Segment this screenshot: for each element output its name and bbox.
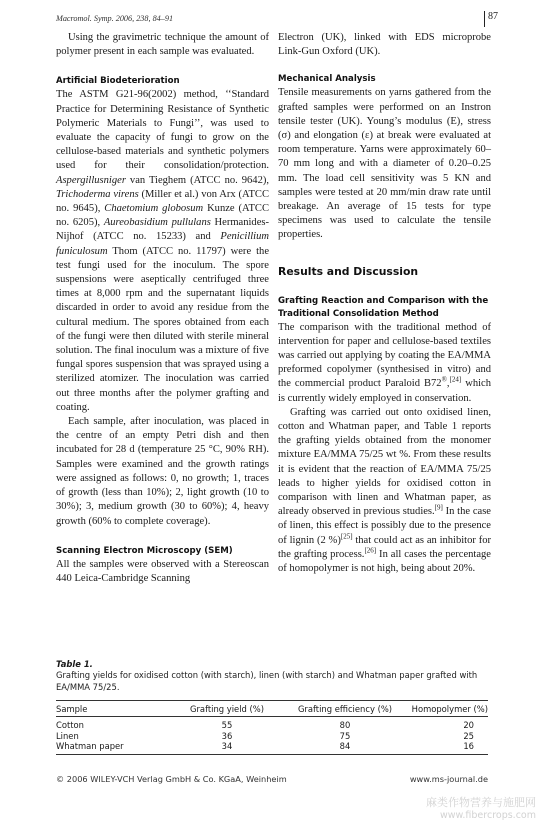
results-paragraph-1: The comparison with the traditional method of intervention for paper and cellulose-based textiles was carried out applying by coating the EA/MMA preformed copolymer (synthesised in vitro) and the commercial product Paraloid B72®,[24] which is currently widely employed in conservation.: [278, 321, 491, 404]
table-header: Grafting efficiency (%): [297, 704, 393, 714]
footer-copyright: © 2006 WILEY-VCH Verlag GmbH & Co. KGaA, Weinheim: [56, 774, 287, 784]
results-paragraph-2: Grafting was carried out onto oxidised linen, cotton and Whatman paper, and Table 1 reports the grafting yields obtained from the monomer mixture EA/MMA 75/25 wt %. From these results it is evident that the reaction of EA/MMA 75/25 leads to higher yields for oxidised cotton in comparison with linen and Whatman paper, as already observed in previous studies.[9] In the case of linen, this effect is possibly due to the presence of lignin (2 %)[25] that could act as an inhibitor for the grafting process.[26] In all cases the percentage of homopolymer is not high, being about 20%.: [278, 406, 491, 575]
citation-superscript: [9]: [434, 503, 443, 512]
section-heading-biodeterioration: Artificial Biodeterioration: [56, 76, 180, 87]
italic-run: Penicillium funiculosum: [56, 231, 269, 257]
page-number: 87: [484, 11, 510, 27]
table-cell: 34: [221, 741, 233, 751]
table-header: Grafting yield (%): [190, 704, 264, 714]
section-heading-mechanical: Mechanical Analysis: [278, 74, 376, 85]
running-head: Macromol. Symp. 2006, 238, 84–91: [56, 14, 174, 23]
citation-superscript: [26]: [364, 546, 377, 555]
italic-run: Aspergillusniger: [56, 174, 126, 186]
table-cell: Cotton: [56, 720, 84, 730]
table-cell: Whatman paper: [56, 741, 124, 751]
table-cell: 80: [339, 720, 351, 730]
table-cell: 36: [221, 730, 233, 741]
table-cell: 75: [339, 730, 351, 741]
section-heading-sem: Scanning Electron Microscopy (SEM): [56, 545, 233, 556]
table-label: Table 1.: [56, 659, 93, 669]
citation-superscript: ®: [441, 375, 447, 384]
table-cell: Linen: [56, 730, 79, 741]
sem-paragraph: All the samples were observed with a Stereoscan 440 Leica-Cambridge Scanning: [56, 558, 269, 584]
table-cell: 84: [339, 741, 351, 751]
table-header: Homopolymer (%): [411, 704, 488, 714]
biodeterioration-paragraph-1: The ASTM G21-96(2002) method, ‘‘Standard Practice for Determining Resistance of Synthetic Polymeric Materials to Fungi’’, was used to evaluate the capacity of fungi to grow on the cellulose-based materials and synthetic polymers used for their consolidation/protection. Aspergillusniger van Tieghem (ATCC no. 9642), Trichoderma virens (Miller et al.) von Arx (ATCC no. 9645), Chaetomium globosum Kunze (ATCC no. 6205), Aureobasidium pullulans Hermanides-Nijhof (ATCC no. 15233) and Penicillium funiculosum Thom (ATCC no. 11797) were the test fungi used for the inoculum. The spore suspensions were aseptically centrifuged three times at 8,000 rpm and the supernatant liquids discarded in order to avoid any residue from the cultural medium. The spores obtained from each of the fungi were then diluted with sterile mineral solution. The final inoculum was a mixture of five fungal spores suspension that was sprayed using a sterilized atomizer. The inoculation was carried out three months after the polymer grafting and coating.: [56, 89, 269, 413]
table-row: [56, 731, 488, 742]
grafting-table: [56, 700, 488, 755]
mechanical-paragraph: Tensile measurements on yarns gathered from the grafted samples were performed on an Instron tensile tester (UK). Young’s modulus (E), stress (σ) and elongation (ε) at break were evaluated at room temperature. Yarns were approximately 60–70 mm long and with a diameter of 0.20–0.25 mm. The load cell sensitivity was 5 KN and samples were tested at 20 mm/min draw rate until breakage. An average of 15 tests for type specimens was used to calculate the tensile properties.: [278, 87, 491, 241]
italic-run: Chaetomium globosum: [104, 203, 204, 215]
table-cell: 55: [221, 720, 233, 730]
table-caption: Grafting yields for oxidised cotton (with starch), linen (with starch) and Whatman paper grafted with EA/MMA 75/25.: [56, 670, 478, 692]
footer-journal-link[interactable]: www.ms-journal.de: [409, 774, 488, 784]
subsection-heading-grafting: Grafting Reaction and Comparison with the Traditional Consolidation Method: [278, 295, 489, 319]
citation-superscript: [25]: [340, 532, 353, 541]
table-cell: 25: [463, 730, 474, 741]
watermark-url: www.fibercrops.com: [439, 810, 536, 821]
intro-paragraph: Using the gravimetric technique the amount of polymer present in each sample was evaluated.: [56, 32, 269, 58]
left-column: [56, 31, 269, 586]
table-row: [56, 741, 488, 754]
table-cell: 16: [463, 741, 474, 751]
table-header-row: [56, 701, 488, 717]
table-header: Sample: [56, 704, 88, 714]
italic-run: Aureobasidium pullulans: [103, 217, 211, 229]
right-column: [278, 31, 491, 576]
watermark-text: 麻类作物营养与施肥网: [426, 796, 536, 809]
table-row: [56, 717, 488, 731]
section-heading-results: Results and Discussion: [278, 264, 419, 278]
sem-paragraph-continued: Electron (UK), linked with EDS microprobe Link-Gun Oxford (UK).: [278, 32, 491, 58]
biodeterioration-paragraph-2: Each sample, after inoculation, was placed in the centre of an empty Petri dish and then incubated for 28 d (temperature 25 °C, 90% RH). Samples were examined and the growth ratings were assigned as follows: 0, no growth; 1, traces of growth (less than 10%); 2, light growth (10 to 30%); 3, medium growth (30 to 60%); 4, heavy growth (60% to complete coverage).: [56, 416, 269, 527]
table-1: [56, 659, 488, 755]
table-cell: 20: [463, 720, 474, 730]
citation-superscript: [24]: [449, 375, 462, 384]
italic-run: Trichoderma virens: [56, 188, 139, 200]
